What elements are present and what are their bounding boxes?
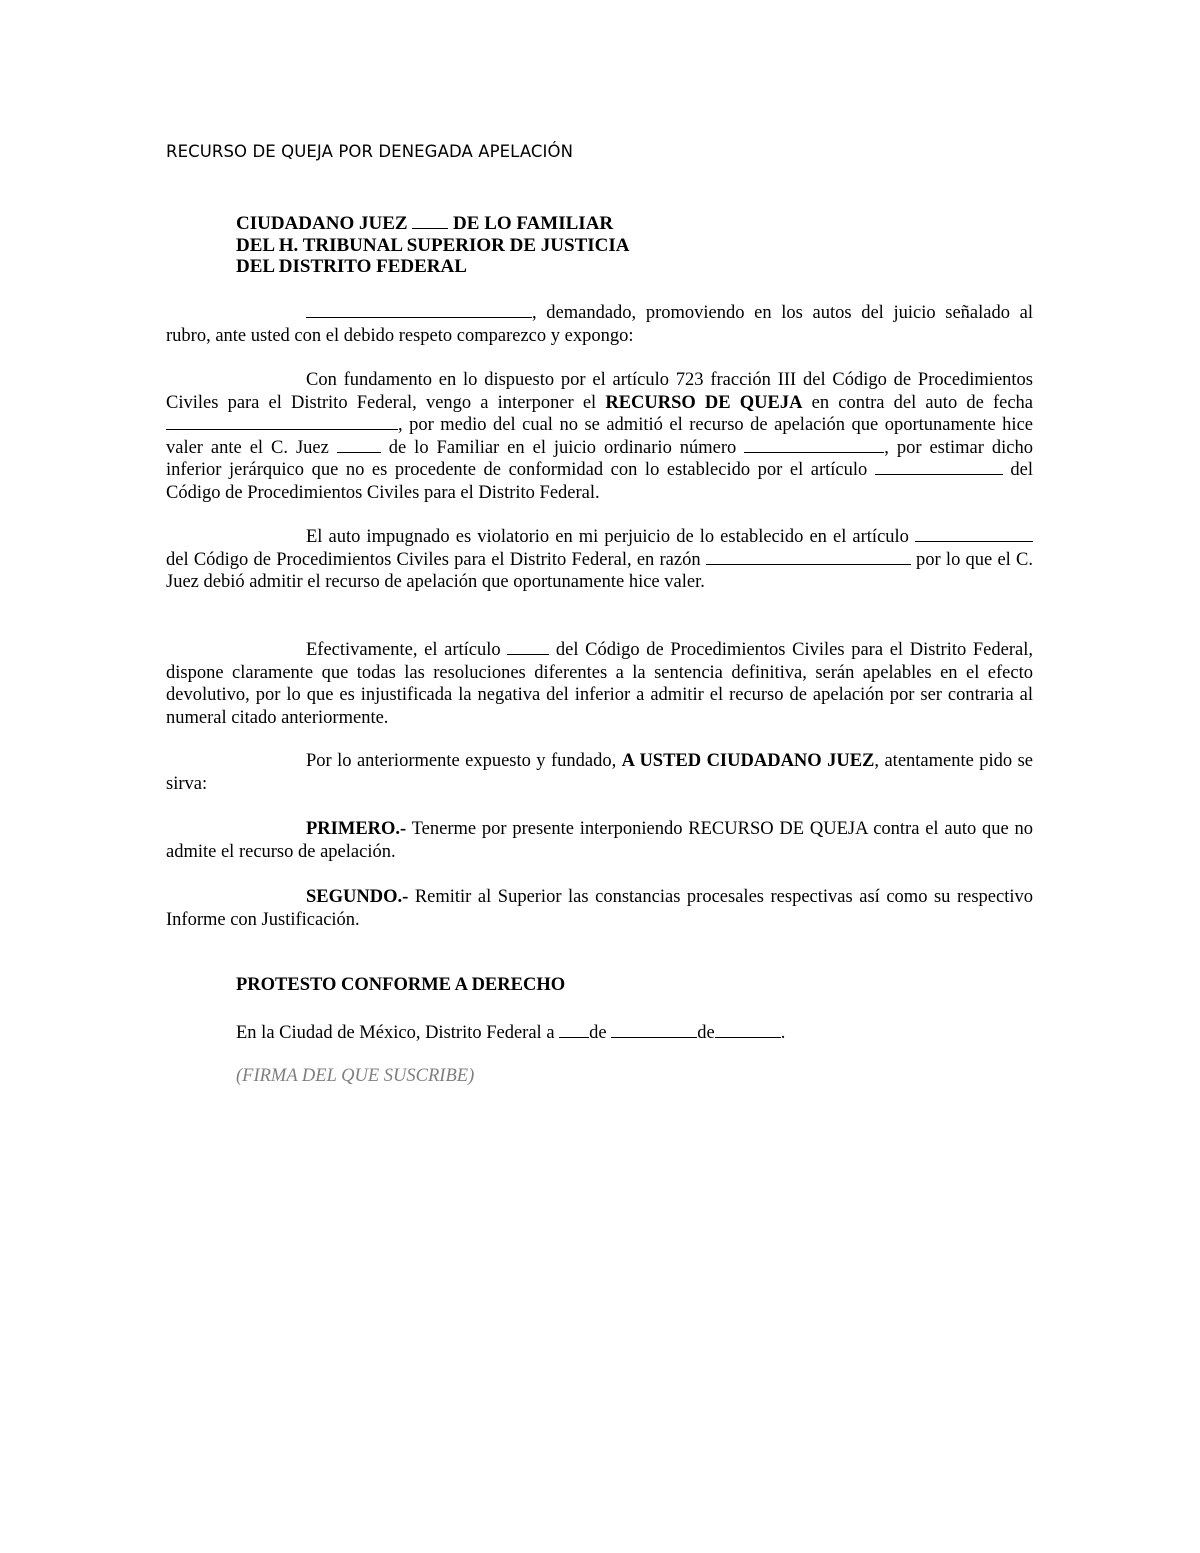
paragraph-primero: PRIMERO.- Tenerme por presente interponiendo RECURSO DE QUEJA contra el auto que no admite el recurso de apelación. [166, 819, 1033, 862]
addressee-block [236, 213, 629, 278]
addressee-line-1: CIUDADANO JUEZ DE LO FAMILIAR [236, 213, 614, 234]
paragraph-efectivamente: Efectivamente, el artículo del Código de Procedimientos Civiles para el Distrito Federal, dispone claramente que todas las resoluciones diferentes a la sentencia definitiva, serán apelables en el efecto devolutivo, por lo que es injustificada la negativa del inferior a admitir el recurso de apelación por ser contraria al numeral citado anteriormente. [166, 640, 1033, 728]
article-violated-blank [915, 526, 1033, 542]
party-name-blank [306, 302, 532, 318]
addressee-line-3: DEL DISTRITO FEDERAL [236, 256, 467, 277]
day-blank [559, 1022, 589, 1038]
year-blank [715, 1022, 781, 1038]
place-date-line: En la Ciudad de México, Distrito Federal a de de . [236, 1023, 786, 1043]
judge-number-blank [412, 213, 448, 229]
signature-placeholder: (FIRMA DEL QUE SUSCRIBE) [236, 1066, 475, 1086]
paragraph-segundo: SEGUNDO.- Remitir al Superior las constancias procesales respectivas así como su respectivo Informe con Justificación. [166, 887, 1033, 930]
article-blank [875, 459, 1003, 475]
month-blank [611, 1022, 697, 1038]
case-number-blank [744, 437, 884, 453]
paragraph-intro: , demandado, promoviendo en los autos del juicio señalado al rubro, ante usted con el debido respeto comparezco y expongo: [166, 303, 1033, 346]
article-number-blank [507, 639, 549, 655]
protest-heading: PROTESTO CONFORME A DERECHO [236, 975, 566, 995]
auto-date-blank [166, 414, 398, 430]
judge-blank [337, 437, 381, 453]
paragraph-fundamento: Con fundamento en lo dispuesto por el artículo 723 fracción III del Código de Procedimientos Civiles para el Distrito Federal, vengo a interponer el RECURSO DE QUEJA en contra del auto de fecha , por medio del cual no se admitió el recurso de apelación que oportunamente hice valer ante el C. Juez de lo Familiar en el juicio ordinario número , por estimar dicho inferior jerárquico que no es procedente de conformidad con lo establecido por el artículo del Código de Procedimientos Civiles para el Distrito Federal. [166, 370, 1033, 503]
paragraph-peticion: Por lo anteriormente expuesto y fundado, A USTED CIUDADANO JUEZ, atentamente pido se sirva: [166, 751, 1033, 794]
document-title: RECURSO DE QUEJA POR DENEGADA APELACIÓN [166, 142, 574, 161]
reason-blank [706, 549, 911, 565]
paragraph-violatorio: El auto impugnado es violatorio en mi perjuicio de lo establecido en el artículo del Código de Procedimientos Civiles para el Distrito Federal, en razón por lo que el C. Juez debió admitir el recurso de apelación que oportunamente hice valer. [166, 527, 1033, 592]
addressee-line-2: DEL H. TRIBUNAL SUPERIOR DE JUSTICIA [236, 234, 630, 256]
